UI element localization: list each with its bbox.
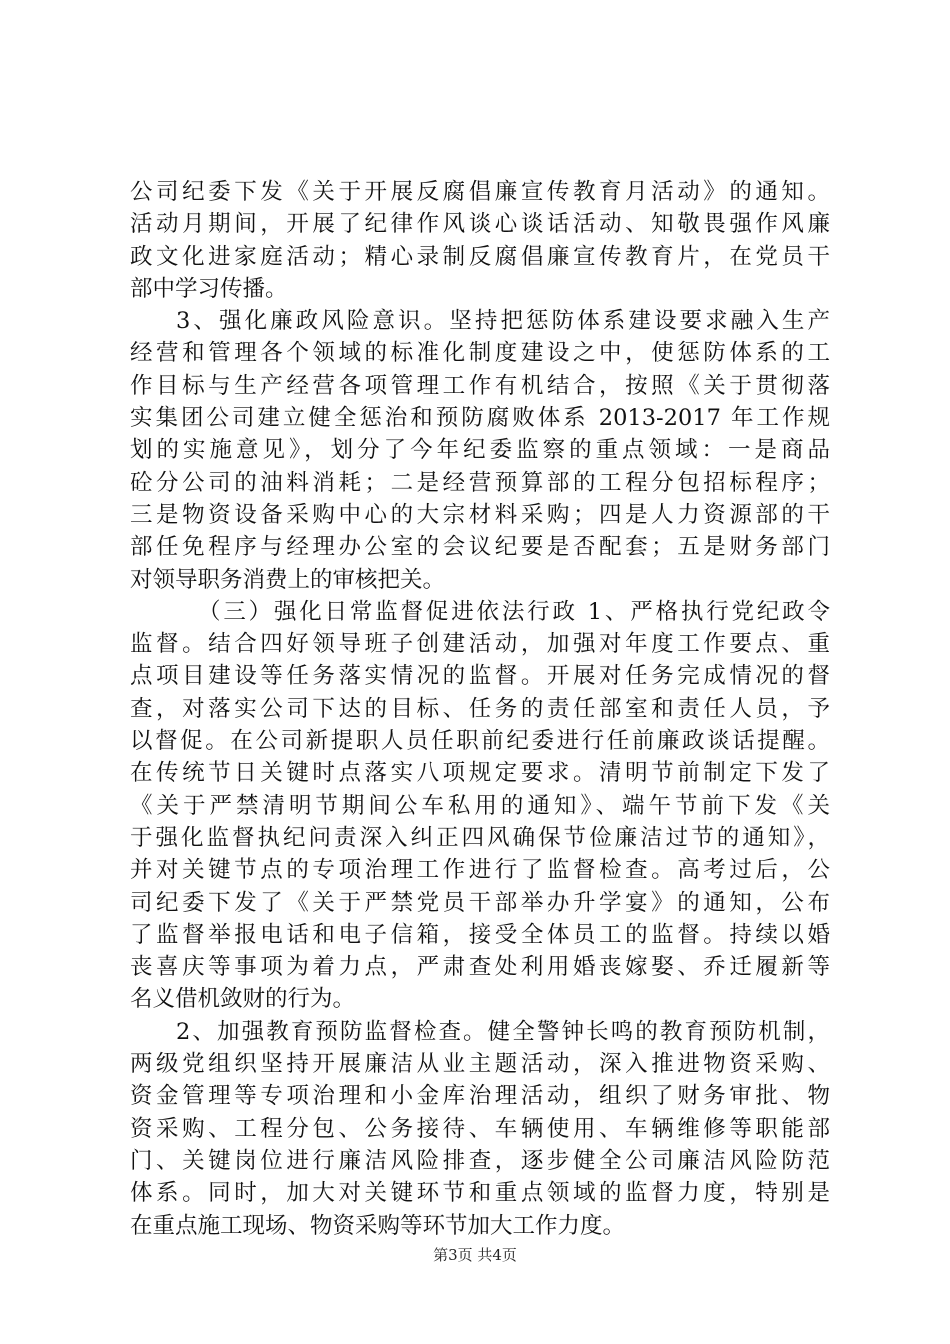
text-line: 公司纪委下发《关于开展反腐倡廉宣传教育月活动》的通知。	[130, 179, 830, 205]
text-line: 丧喜庆等事项为着力点，严肃查处利用婚丧嫁娶、乔迁履新等	[130, 954, 830, 981]
text-line: （三）强化日常监督促进依法行政 1、严格执行党纪政令	[198, 598, 830, 625]
document-body	[130, 176, 830, 1242]
text-line: 资采购、工程分包、公务接待、车辆使用、车辆维修等职能部	[130, 1115, 830, 1142]
text-line: 监督。结合四好领导班子创建活动，加强对年度工作要点、重	[130, 631, 830, 658]
text-line: 查，对落实公司下达的目标、任务的责任部室和责任人员，予	[130, 695, 830, 722]
text-line: 于强化监督执纪问责深入纠正四风确保节俭廉洁过节的通知》，	[130, 824, 830, 851]
text-line: 作目标与生产经营各项管理工作有机结合，按照《关于贯彻落	[130, 372, 830, 399]
text-line: 3、强化廉政风险意识。坚持把惩防体系建设要求融入生产	[176, 308, 830, 335]
text-line: 并对关键节点的专项治理工作进行了监督检查。高考过后，公	[130, 857, 830, 884]
text-line: 了监督举报电话和电子信箱，接受全体员工的监督。持续以婚	[130, 921, 830, 948]
text-line: 对领导职务消费上的审核把关。	[130, 566, 446, 593]
text-line: 实集团公司建立健全惩治和预防腐败体系 2013-2017 年工作规	[130, 405, 830, 432]
text-line: 两级党组织坚持开展廉洁从业主题活动，深入推进物资采购、	[130, 1051, 830, 1078]
text-line: 资金管理等专项治理和小金库治理活动，组织了财务审批、物	[130, 1083, 830, 1110]
text-line: 砼分公司的油料消耗；二是经营预算部的工程分包招标程序；	[130, 469, 830, 496]
page-number-footer: 第3页 共4页	[433, 1246, 517, 1264]
text-line: 在传统节日关键时点落实八项规定要求。清明节前制定下发了	[130, 760, 830, 787]
text-line: 经营和管理各个领域的标准化制度建设之中，使惩防体系的工	[130, 340, 830, 367]
text-line: 名义借机敛财的行为。	[130, 986, 356, 1013]
text-line: 门、关键岗位进行廉洁风险排查，逐步健全公司廉洁风险防范	[130, 1147, 830, 1174]
text-line: 2、加强教育预防监督检查。健全警钟长鸣的教育预防机制，	[176, 1018, 830, 1045]
text-line: 以督促。在公司新提职人员任职前纪委进行任前廉政谈话提醒。	[130, 728, 830, 755]
text-line: 部中学习传播。	[130, 275, 288, 302]
text-line: 司纪委下发了《关于严禁党员干部举办升学宴》的通知，公布	[130, 889, 830, 916]
text-line: 《关于严禁清明节期间公车私用的通知》、端午节前下发《关	[130, 792, 830, 819]
text-line: 政文化进家庭活动；精心录制反腐倡廉宣传教育片，在党员干	[130, 243, 830, 270]
text-line: 划的实施意见》，划分了今年纪委监察的重点领域：一是商品	[130, 437, 830, 464]
text-line: 在重点施工现场、物资采购等环节加大工作力度。	[130, 1212, 626, 1239]
text-line: 部任免程序与经理办公室的会议纪要是否配套；五是财务部门	[130, 534, 830, 561]
text-line: 点项目建设等任务落实情况的监督。开展对任务完成情况的督	[130, 663, 830, 690]
text-line: 三是物资设备采购中心的大宗材料采购；四是人力资源部的干	[130, 501, 830, 528]
text-line: 活动月期间，开展了纪律作风谈心谈话活动、知敬畏强作风廉	[130, 211, 830, 238]
text-line: 体系。同时，加大对关键环节和重点领域的监督力度，特别是	[130, 1180, 830, 1207]
